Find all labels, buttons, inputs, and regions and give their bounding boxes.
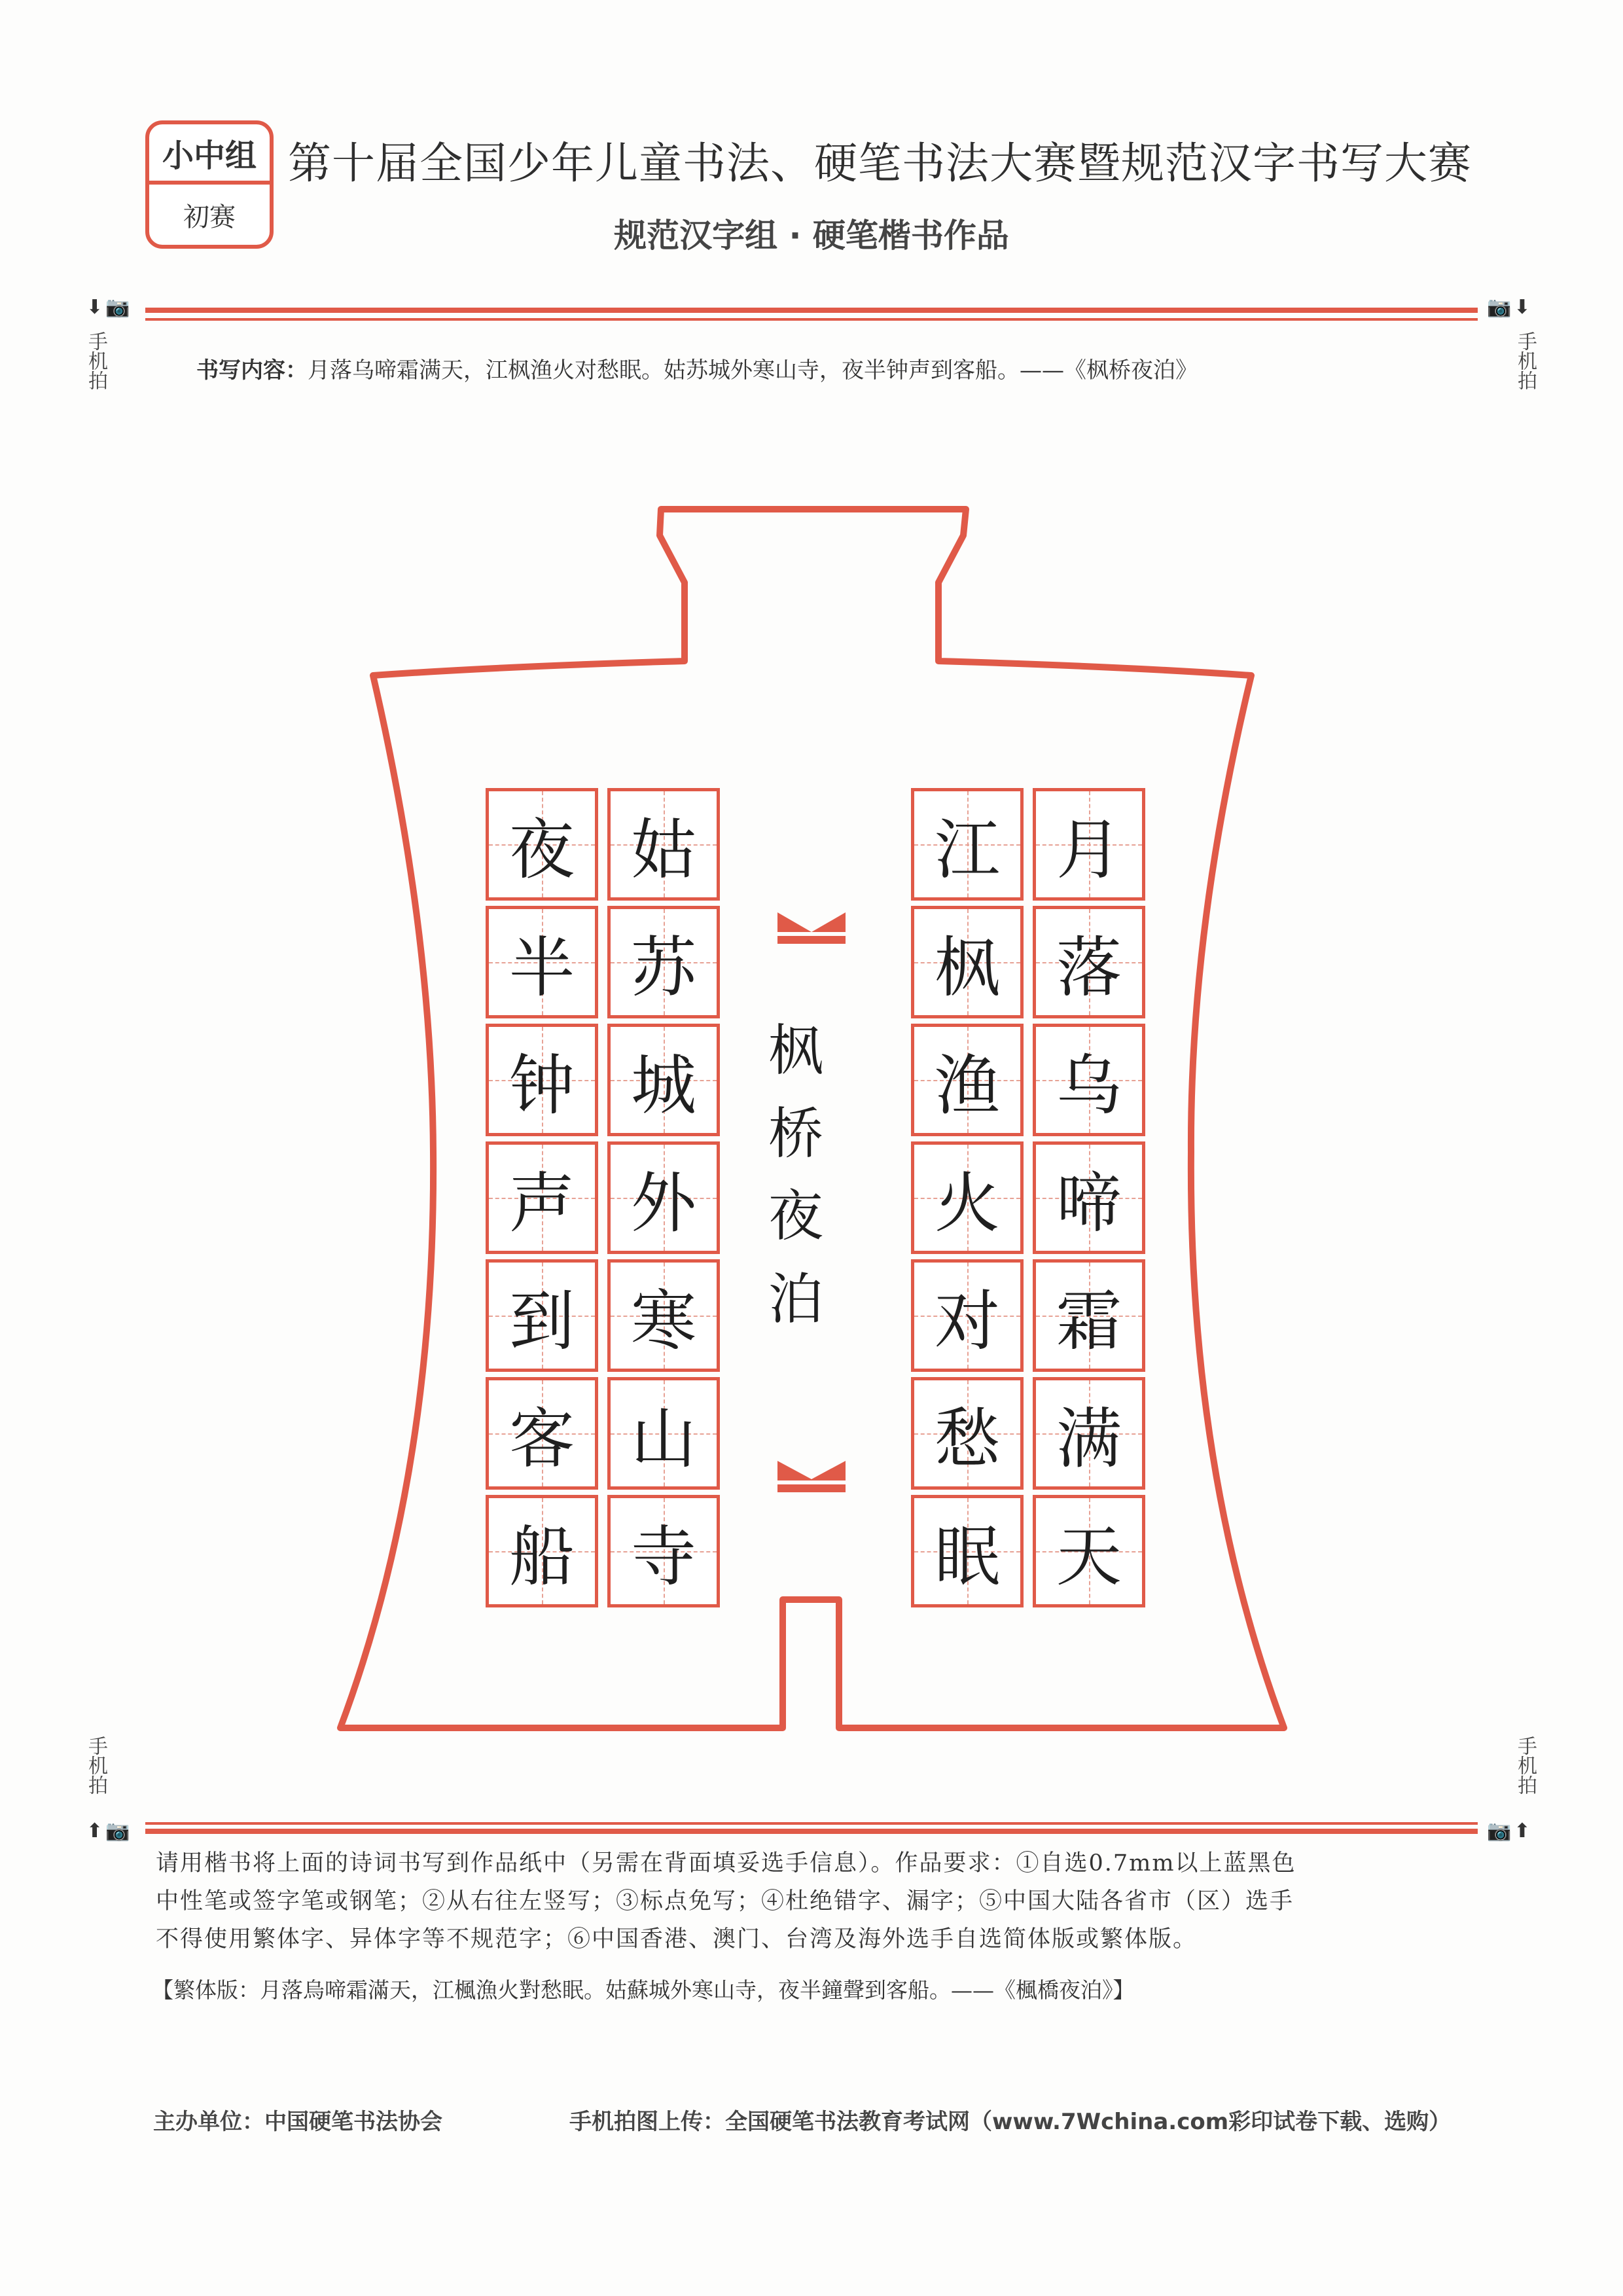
organizer: 主办单位：中国硬笔书法协会 — [153, 2109, 442, 2135]
camera-icon: 📷 — [105, 296, 133, 319]
poem-char: 对 — [935, 1283, 1000, 1359]
side-label-bottom-left — [84, 1736, 110, 1795]
poem-char: 城 — [631, 1047, 696, 1124]
top-rule-thick — [145, 308, 1478, 313]
poem-char: 月 — [1056, 812, 1122, 888]
grid-cell — [607, 1141, 720, 1254]
camera-marker-bottom-right — [1487, 1820, 1533, 1842]
grid-cell — [1033, 1259, 1145, 1372]
upload-info: 手机拍图上传：全国硬笔书法教育考试网（www.7Wchina.com彩印试卷下载、选购） — [569, 2109, 1452, 2135]
arrow-up-icon: ⬆ — [86, 1820, 106, 1842]
camera-icon: 📷 — [1487, 296, 1514, 319]
writing-content-label: 书写内容： — [196, 357, 308, 384]
arrow-up-icon: ⬆ — [1514, 1820, 1533, 1842]
camera-icon: 📷 — [1487, 1820, 1514, 1842]
side-label-text: 手机拍 — [84, 1736, 107, 1795]
side-label-top-left — [84, 331, 110, 390]
camera-marker-bottom-left — [86, 1820, 133, 1842]
poem-char: 愁 — [935, 1401, 1000, 1477]
poem-char: 霜 — [1056, 1283, 1122, 1359]
poem-char: 夜 — [509, 812, 575, 888]
requirements — [156, 1844, 1484, 1958]
side-label-text: 手机拍 — [1514, 1736, 1537, 1795]
poem-char: 寺 — [631, 1518, 696, 1595]
group-label: 小中组 — [149, 124, 270, 185]
title-ornament-bottom — [777, 1461, 846, 1480]
poem-char: 山 — [631, 1401, 696, 1477]
grid-cell — [1033, 1024, 1145, 1136]
arrow-down-icon: ⬇ — [86, 296, 106, 319]
grid-cell — [911, 788, 1024, 901]
grid-cell — [607, 1024, 720, 1136]
poem-char: 船 — [509, 1518, 575, 1595]
grid-cell — [486, 1024, 598, 1136]
grid-cell — [911, 906, 1024, 1018]
grid-cell — [911, 1141, 1024, 1254]
poem-char: 满 — [1056, 1401, 1122, 1477]
camera-marker-top-right — [1487, 296, 1533, 319]
bottom-rule-thin — [145, 1822, 1478, 1825]
poem-title-char: 泊 — [768, 1266, 823, 1331]
poem-char: 苏 — [631, 929, 696, 1006]
grid-cell — [486, 1259, 598, 1372]
requirement-line: 请用楷书将上面的诗词书写到作品纸中（另需在背面填妥选手信息）。作品要求：①自选0.7mm以上蓝黑色 — [156, 1850, 1296, 1876]
poem-char: 江 — [935, 812, 1000, 888]
poem-char: 渔 — [935, 1047, 1000, 1124]
camera-icon: 📷 — [105, 1820, 133, 1842]
side-label-bottom-right — [1513, 1736, 1539, 1795]
poem-char: 乌 — [1056, 1047, 1122, 1124]
poem-char: 火 — [935, 1165, 1000, 1242]
grid-cell — [486, 1141, 598, 1254]
poem-char: 声 — [509, 1165, 575, 1242]
poem-char: 天 — [1056, 1518, 1122, 1595]
poem-title-char: 枫 — [768, 1018, 823, 1083]
poem-title-char: 夜 — [768, 1184, 823, 1249]
side-label-top-right — [1513, 331, 1539, 390]
grid-cell — [1033, 788, 1145, 901]
grid-cell — [486, 906, 598, 1018]
grid-cell — [607, 906, 720, 1018]
grid-cell — [1033, 1495, 1145, 1607]
grid-cell — [1033, 1141, 1145, 1254]
grid-cell — [1033, 906, 1145, 1018]
grid-cell — [1033, 1377, 1145, 1490]
grid-cell — [911, 1024, 1024, 1136]
grid-cell — [911, 1495, 1024, 1607]
poem-char: 到 — [509, 1283, 575, 1359]
poem-char: 枫 — [935, 929, 1000, 1006]
poem-char: 钟 — [509, 1047, 575, 1124]
poem-char: 客 — [509, 1401, 575, 1477]
contest-subtitle: 规范汉字组 · 硬笔楷书作品 — [614, 217, 1009, 255]
poem-char: 啼 — [1056, 1165, 1122, 1242]
round-label: 初赛 — [183, 202, 236, 232]
poem-char: 眠 — [935, 1518, 1000, 1595]
poem-char: 半 — [509, 929, 575, 1006]
grid-cell — [607, 788, 720, 901]
grid-cell — [486, 1377, 598, 1490]
top-rule-thin — [145, 318, 1478, 321]
group-badge — [145, 120, 274, 249]
writing-content — [196, 351, 1440, 390]
poem-char: 外 — [631, 1165, 696, 1242]
contest-title: 第十届全国少年儿童书法、硬笔书法大赛暨规范汉字书写大赛 — [288, 138, 1472, 188]
poem-char: 姑 — [631, 812, 696, 888]
side-label-text: 手机拍 — [1514, 331, 1537, 390]
requirement-line: 不得使用繁体字、异体字等不规范字；⑥中国香港、澳门、台湾及海外选手自选简体版或繁体版。 — [156, 1926, 1198, 1952]
grid-cell — [486, 1495, 598, 1607]
poem-title-char: 桥 — [768, 1101, 823, 1166]
camera-marker-top-left — [86, 296, 133, 319]
poem-char: 寒 — [631, 1283, 696, 1359]
writing-content-text: 月落乌啼霜满天，江枫渔火对愁眠。姑苏城外寒山寺，夜半钟声到客船。——《枫桥夜泊》 — [308, 357, 1198, 384]
requirement-line: 中性笔或签字笔或钢笔；②从右往左竖写；③标点免写；④杜绝错字、漏字；⑤中国大陆各省市（区）选手 — [156, 1888, 1294, 1914]
grid-cell — [607, 1259, 720, 1372]
arrow-down-icon: ⬇ — [1514, 296, 1533, 319]
grid-cell — [911, 1377, 1024, 1490]
grid-cell — [607, 1377, 720, 1490]
grid-cell — [607, 1495, 720, 1607]
grid-cell — [486, 788, 598, 901]
poem-char: 落 — [1056, 929, 1122, 1006]
traditional-version: 【繁体版：月落烏啼霜滿天，江楓漁火對愁眠。姑蘇城外寒山寺，夜半鐘聲到客船。——《楓橋夜泊》】 — [152, 1977, 1135, 2003]
title-ornament-top — [777, 912, 846, 932]
bottom-rule-thick — [145, 1829, 1478, 1834]
side-label-text: 手机拍 — [84, 331, 107, 390]
poem-title-column — [757, 1014, 835, 1335]
grid-cell — [911, 1259, 1024, 1372]
